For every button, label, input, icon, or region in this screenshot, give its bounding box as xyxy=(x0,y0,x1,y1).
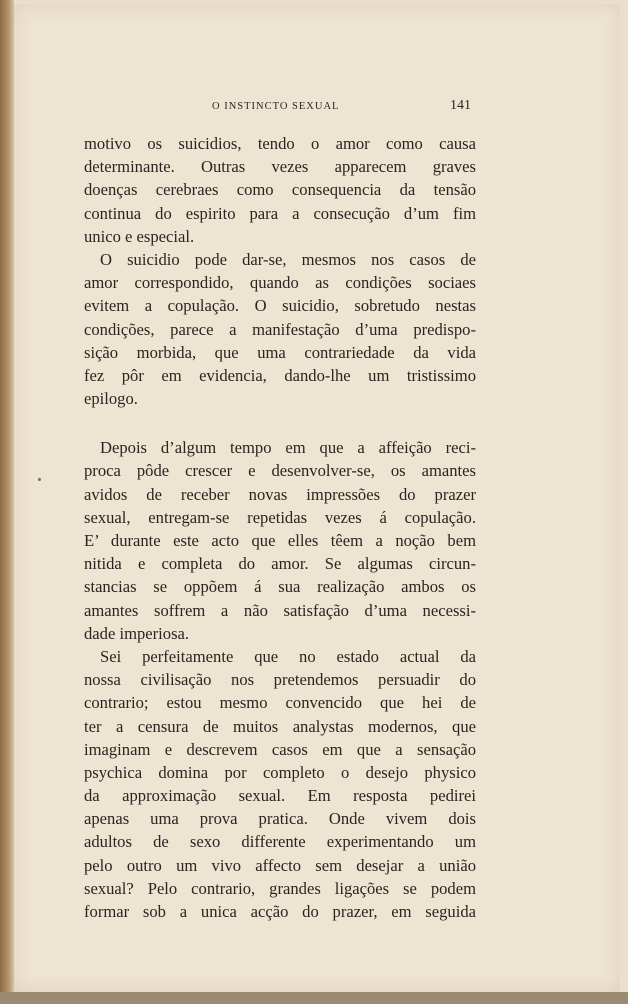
text-line: contrario; estou mesmo convencido que hei de xyxy=(84,693,476,713)
page-number: 141 xyxy=(450,98,471,113)
running-title: O INSTINCTO SEXUAL xyxy=(212,101,340,112)
paper-speck xyxy=(38,478,41,481)
text-line: pelo outro um vivo affecto sem desejar a união xyxy=(84,855,476,875)
book-binding-edge xyxy=(0,0,14,1004)
text-line: ter a censura de muitos analystas modernos, que xyxy=(84,716,476,736)
text-line: sexual, entregam-se repetidas vezes á copulação. xyxy=(84,507,476,527)
paragraph-2 xyxy=(84,248,476,410)
text-line: evitem a copulação. O suicidio, sobretudo nestas xyxy=(84,296,476,316)
text-line: sexual? Pelo contrario, grandes ligações se podem xyxy=(84,878,476,898)
paragraph-3 xyxy=(84,436,476,645)
text-line: amantes soffrem a não satisfação d’uma necessi- xyxy=(84,600,476,620)
text-line: apenas uma prova pratica. Onde vivem dois xyxy=(84,809,476,829)
body-text xyxy=(84,132,476,923)
text-line: nossa civilisação nos pretendemos persuadir do xyxy=(84,670,476,690)
text-line: motivo os suicidios, tendo o amor como causa xyxy=(84,134,476,153)
paragraph-gap xyxy=(84,410,476,436)
text-line: determinante. Outras vezes apparecem graves xyxy=(84,157,476,177)
text-line: amor correspondido, quando as condições sociaes xyxy=(84,273,476,293)
text-line: formar sob a unica acção do prazer, em seguida xyxy=(84,902,476,921)
page-bottom-edge xyxy=(0,992,628,1004)
paragraph-1 xyxy=(84,132,476,248)
text-line: imaginam e descrevem casos em que a sensação xyxy=(84,739,476,759)
text-line: sição morbida, que uma contrariedade da vida xyxy=(84,342,476,362)
text-line: psychica domina por completo o desejo physico xyxy=(84,762,476,782)
page-header xyxy=(0,98,628,116)
text-line: nitida e completa do amor. Se algumas circun- xyxy=(84,554,476,574)
text-line: condições, parece a manifestação d’uma predispo- xyxy=(84,319,476,339)
text-line: dade imperiosa. xyxy=(84,623,190,643)
text-line: Sei perfeitamente que no estado actual da xyxy=(100,646,476,666)
paragraph-4 xyxy=(84,645,476,923)
text-line: continua do espirito para a consecução d’um fim xyxy=(84,203,476,223)
text-line: Depois d’algum tempo em que a affeição reci- xyxy=(100,438,476,458)
text-line: unico e especial. xyxy=(84,226,195,246)
text-line: epilogo. xyxy=(84,389,138,409)
text-line: da approximação sexual. Em resposta pedirei xyxy=(84,786,476,806)
text-line: E’ durante este acto que elles têem a noção bem xyxy=(84,531,476,550)
text-line: proca pôde crescer e desenvolver-se, os amantes xyxy=(84,461,476,481)
text-line: doenças cerebraes como consequencia da tensão xyxy=(84,180,476,200)
text-line: adultos de sexo differente experimentando um xyxy=(84,832,476,852)
text-line: fez pôr em evidencia, dando-lhe um tristissimo xyxy=(84,365,476,385)
text-line: stancias se oppõem á sua realização ambos os xyxy=(84,577,476,597)
text-line: O suicidio pode dar-se, mesmos nos casos de xyxy=(100,249,476,269)
text-line: avidos de receber novas impressões do prazer xyxy=(84,484,476,504)
